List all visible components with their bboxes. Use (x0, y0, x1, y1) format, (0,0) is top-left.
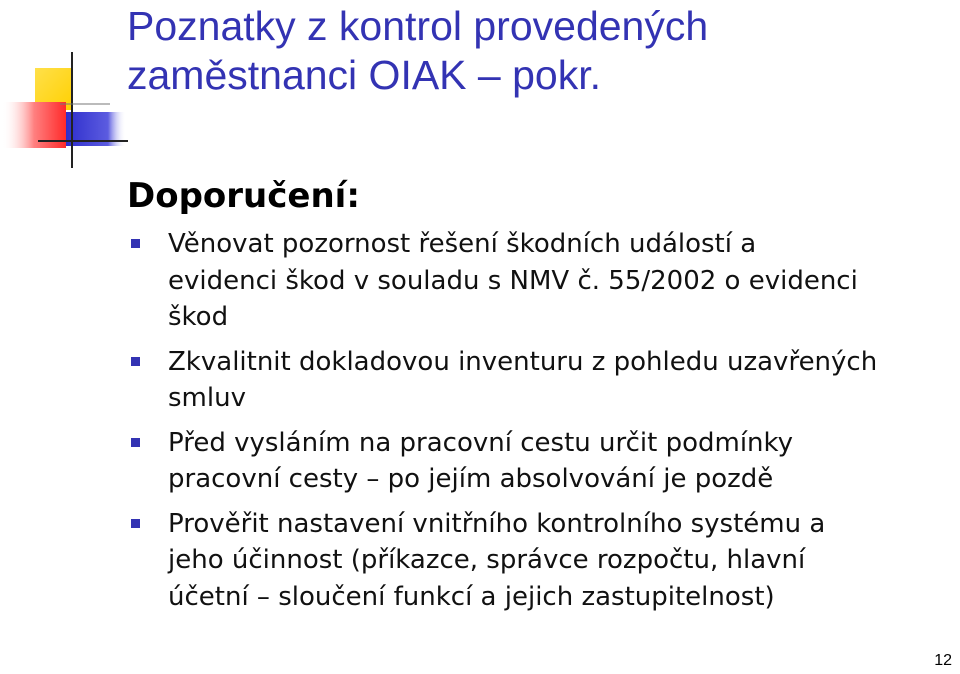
list-item-line: škod (168, 302, 229, 332)
list-item-line: Prověřit nastavení vnitřního kontrolního systému a (168, 508, 826, 539)
list-item-line: účetní – sloučení funkcí a jejich zastupitelnost) (168, 581, 775, 612)
list-item (127, 506, 957, 616)
recommendation-list (127, 226, 957, 615)
decorative-squares-graphic (0, 0, 130, 175)
square-bullet-icon (131, 438, 140, 447)
list-item-line: Věnovat pozornost řešení škodních událostí a (168, 229, 757, 259)
slide-title-line-2: zaměstnanci OIAK – pokr. (127, 52, 602, 98)
list-item (127, 425, 957, 498)
list-item (127, 344, 957, 417)
list-item-line: Zkvalitnit dokladovou inventuru z pohledu uzavřených (168, 346, 878, 377)
square-bullet-icon (131, 239, 140, 248)
list-item-line: pracovní cesty – po jejím absolvování je pozdě (168, 464, 774, 494)
list-item-line: smluv (168, 383, 246, 413)
list-item-line: jeho účinnost (příkazce, správce rozpočtu, hlavní (168, 545, 806, 575)
section-subheading: Doporučení: (127, 176, 360, 216)
slide-title-line-1: Poznatky z kontrol provedených (127, 3, 709, 49)
list-item-line: evidenci škod v souladu s NMV č. 55/2002 o evidenci (168, 265, 858, 296)
slide-title (127, 2, 947, 100)
square-bullet-icon (131, 357, 140, 366)
list-item-line: Před vysláním na pracovní cestu určit podmínky (168, 427, 794, 458)
square-bullet-icon (131, 519, 140, 528)
list-item (127, 226, 957, 336)
page-number: 12 (934, 652, 952, 669)
